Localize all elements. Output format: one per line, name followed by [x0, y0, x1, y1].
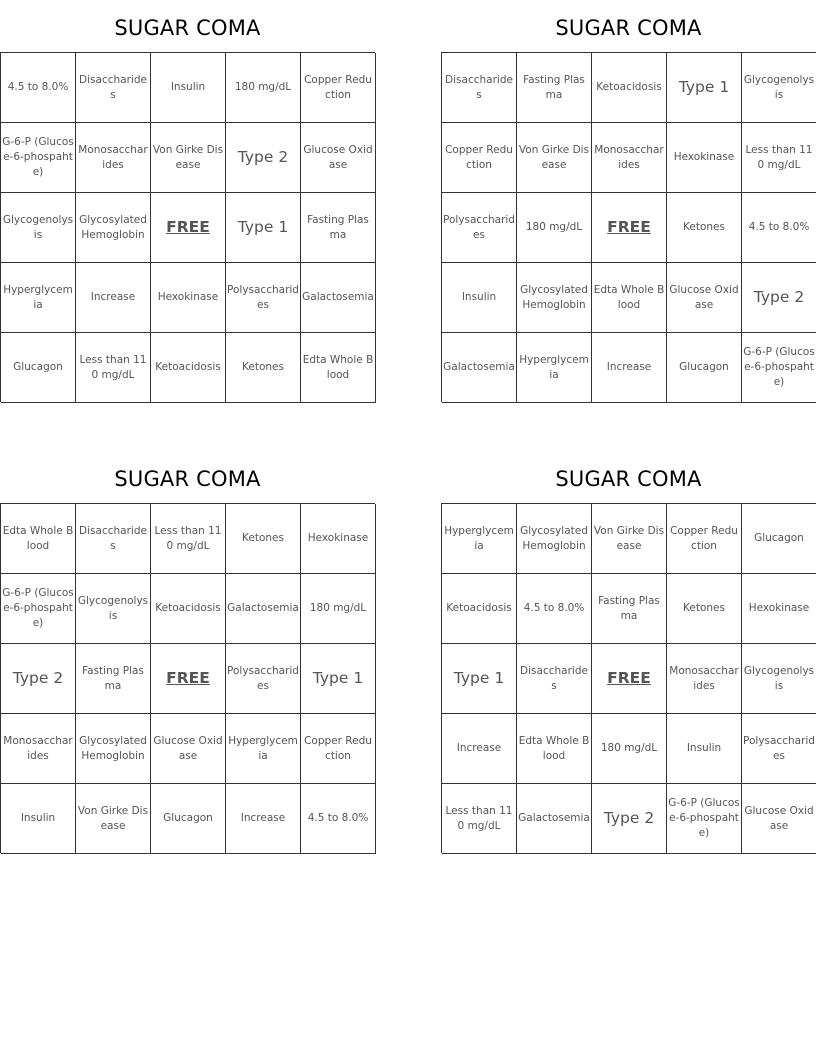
bingo-card-1: [0, 8, 375, 408]
bingo-cell: Copper Reduction: [667, 504, 742, 574]
free-space: FREE: [592, 644, 667, 714]
bingo-cell: Polysaccharides: [226, 263, 301, 333]
bingo-cell: G-6-P (Glucose-6-phospahte): [1, 123, 76, 193]
bingo-cell: Edta Whole Blood: [517, 714, 592, 784]
bingo-cell: Disaccharides: [517, 644, 592, 714]
bingo-cell: Glycogenolysis: [742, 53, 816, 123]
bingo-cell: Hyperglycemia: [226, 714, 301, 784]
bingo-cell: Type 1: [301, 644, 376, 714]
bingo-cell: Insulin: [151, 53, 226, 123]
bingo-cell: Fasting Plasma: [517, 53, 592, 123]
bingo-cell: Von Girke Disease: [151, 123, 226, 193]
bingo-cell: Less than 110 mg/dL: [151, 504, 226, 574]
bingo-cell: Hexokinase: [151, 263, 226, 333]
bingo-cell: Hyperglycemia: [517, 333, 592, 403]
bingo-cell: Monosaccharides: [592, 123, 667, 193]
bingo-cell: Glycogenolysis: [742, 644, 816, 714]
bingo-cell: Ketoacidosis: [151, 333, 226, 403]
bingo-cell: Glycosylated Hemoglobin: [517, 504, 592, 574]
bingo-cell: Hyperglycemia: [442, 504, 517, 574]
bingo-cell: Type 2: [1, 644, 76, 714]
bingo-cell: Insulin: [442, 263, 517, 333]
bingo-cell: Fasting Plasma: [301, 193, 376, 263]
bingo-cell: Monosaccharides: [1, 714, 76, 784]
bingo-cell: Glucose Oxidase: [301, 123, 376, 193]
bingo-cell: Ketones: [226, 333, 301, 403]
free-space: FREE: [151, 644, 226, 714]
bingo-cell: Monosaccharides: [667, 644, 742, 714]
bingo-cell: Type 1: [226, 193, 301, 263]
bingo-cell: Less than 110 mg/dL: [742, 123, 816, 193]
bingo-cell: Ketoacidosis: [442, 574, 517, 644]
bingo-cell: Glucose Oxidase: [742, 784, 816, 854]
bingo-cell: Ketones: [667, 193, 742, 263]
bingo-cell: Fasting Plasma: [76, 644, 151, 714]
bingo-cell: G-6-P (Glucose-6-phospahte): [742, 333, 816, 403]
bingo-cell: Monosaccharides: [76, 123, 151, 193]
bingo-cell: Polysaccharides: [226, 644, 301, 714]
bingo-cell: Galactosemia: [301, 263, 376, 333]
bingo-cell: 4.5 to 8.0%: [1, 53, 76, 123]
bingo-cell: Less than 110 mg/dL: [442, 784, 517, 854]
bingo-grid: [441, 503, 816, 853]
bingo-cell: G-6-P (Glucose-6-phospahte): [667, 784, 742, 854]
bingo-grid: [0, 52, 375, 402]
bingo-cell: Type 2: [226, 123, 301, 193]
bingo-cell: Increase: [442, 714, 517, 784]
bingo-cell: Fasting Plasma: [592, 574, 667, 644]
bingo-cell: 180 mg/dL: [517, 193, 592, 263]
bingo-cell: Glycosylated Hemoglobin: [76, 714, 151, 784]
bingo-cell: Von Girke Disease: [592, 504, 667, 574]
bingo-cell: Glucagon: [742, 504, 816, 574]
bingo-cell: Disaccharides: [442, 53, 517, 123]
bingo-cell: Insulin: [1, 784, 76, 854]
bingo-cell: Ketoacidosis: [592, 53, 667, 123]
bingo-cell: Increase: [76, 263, 151, 333]
free-space: FREE: [151, 193, 226, 263]
bingo-cell: Hexokinase: [742, 574, 816, 644]
card-title: SUGAR COMA: [114, 16, 261, 40]
bingo-cell: Glycosylated Hemoglobin: [517, 263, 592, 333]
bingo-cell: Hexokinase: [301, 504, 376, 574]
bingo-cell: Glucagon: [1, 333, 76, 403]
bingo-cell: Disaccharides: [76, 53, 151, 123]
bingo-cell: Edta Whole Blood: [301, 333, 376, 403]
bingo-cell: Edta Whole Blood: [1, 504, 76, 574]
bingo-cell: Increase: [592, 333, 667, 403]
bingo-cell: Insulin: [667, 714, 742, 784]
bingo-grid: [441, 52, 816, 402]
bingo-cell: Hexokinase: [667, 123, 742, 193]
bingo-cell: G-6-P (Glucose-6-phospahte): [1, 574, 76, 644]
bingo-cell: Galactosemia: [442, 333, 517, 403]
bingo-cell: Glycogenolysis: [76, 574, 151, 644]
bingo-cell: Increase: [226, 784, 301, 854]
bingo-cell: Type 1: [667, 53, 742, 123]
bingo-cell: Galactosemia: [226, 574, 301, 644]
card-title: SUGAR COMA: [555, 16, 702, 40]
card-title: SUGAR COMA: [555, 467, 702, 491]
bingo-cell: Glucose Oxidase: [667, 263, 742, 333]
bingo-cell: Type 1: [442, 644, 517, 714]
bingo-cell: Ketones: [226, 504, 301, 574]
bingo-cell: Hyperglycemia: [1, 263, 76, 333]
bingo-cell: Ketones: [667, 574, 742, 644]
bingo-cell: Less than 110 mg/dL: [76, 333, 151, 403]
bingo-cell: Edta Whole Blood: [592, 263, 667, 333]
bingo-cell: Von Girke Disease: [76, 784, 151, 854]
card-title: SUGAR COMA: [114, 467, 261, 491]
bingo-cell: Galactosemia: [517, 784, 592, 854]
bingo-cell: Copper Reduction: [442, 123, 517, 193]
bingo-cell: Glycosylated Hemoglobin: [76, 193, 151, 263]
bingo-grid: [0, 503, 375, 853]
bingo-card-4: [441, 459, 816, 859]
bingo-cell: Type 2: [742, 263, 816, 333]
bingo-cell: 4.5 to 8.0%: [742, 193, 816, 263]
bingo-cell: Glucagon: [667, 333, 742, 403]
bingo-cell: Von Girke Disease: [517, 123, 592, 193]
bingo-cell: Polysaccharides: [742, 714, 816, 784]
bingo-cell: Disaccharides: [76, 504, 151, 574]
bingo-cell: 180 mg/dL: [592, 714, 667, 784]
bingo-cell: 4.5 to 8.0%: [301, 784, 376, 854]
bingo-cell: Glycogenolysis: [1, 193, 76, 263]
bingo-card-2: [441, 8, 816, 408]
bingo-card-3: [0, 459, 375, 859]
bingo-cell: 4.5 to 8.0%: [517, 574, 592, 644]
bingo-cell: 180 mg/dL: [301, 574, 376, 644]
bingo-cell: Type 2: [592, 784, 667, 854]
bingo-cell: Ketoacidosis: [151, 574, 226, 644]
bingo-cell: Polysaccharides: [442, 193, 517, 263]
bingo-cell: Glucagon: [151, 784, 226, 854]
bingo-cell: 180 mg/dL: [226, 53, 301, 123]
free-space: FREE: [592, 193, 667, 263]
bingo-cell: Glucose Oxidase: [151, 714, 226, 784]
bingo-cell: Copper Reduction: [301, 53, 376, 123]
bingo-cell: Copper Reduction: [301, 714, 376, 784]
